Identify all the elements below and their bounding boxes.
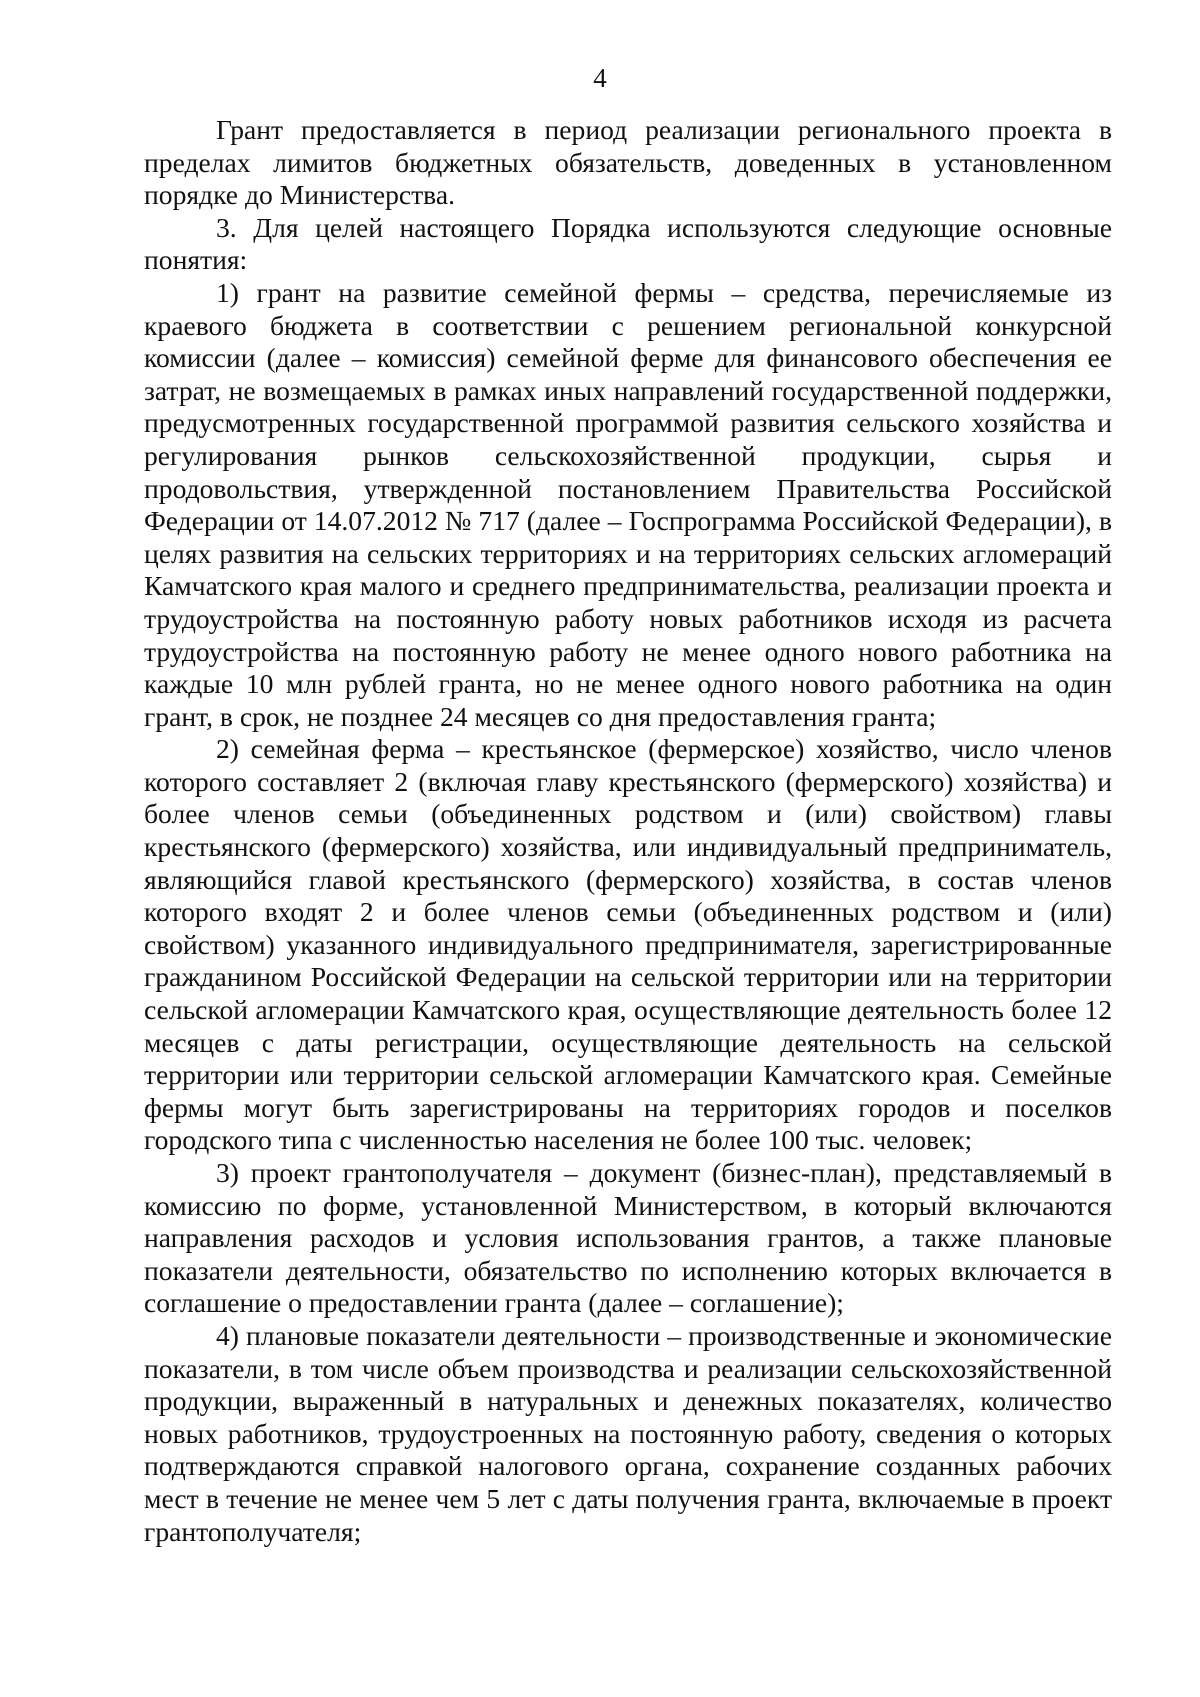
document-body: [144, 114, 1112, 1548]
paragraph-definition-family-farm: 2) семейная ферма – крестьянское (фермерское) хозяйство, число членов которого составляет 2 (включая главу крестьянского (фермерского) хозяйства) и более членов семьи (объединенных родством и (или) свойством) главы крестьянского (фермерского) хозяйства, или индивидуальный предприниматель, являющийся главой крестьянского (фермерского) хозяйства, в состав членов которого входят 2 и более членов семьи (объединенных родством и (или) свойством) указанного индивидуального предпринимателя, зарегистрированные гражданином Российской Федерации на сельской территории или на территории сельской агломерации Камчатского края, осуществляющие деятельность более 12 месяцев с даты регистрации, осуществляющие деятельность на сельской территории или территории сельской агломерации Камчатского края. Семейные фермы могут быть зарегистрированы на территориях городов и поселков городского типа с численностью населения не более 100 тыс. человек;: [144, 733, 1112, 1156]
paragraph-definitions-intro: 3. Для целей настоящего Порядка используются следующие основные понятия:: [144, 211, 1112, 276]
paragraph-definition-indicators: 4) плановые показатели деятельности – производственные и экономические показатели, в том числе объем производства и реализации сельскохозяйственной продукции, выраженный в натуральных и денежных показателях, количество новых работников, трудоустроенных на постоянную работу, сведения о которых подтверждаются справкой налогового органа, сохранение созданных рабочих мест в течение не менее чем 5 лет с даты получения гранта, включаемые в проект грантополучателя;: [144, 1319, 1112, 1547]
paragraph-definition-grant: 1) грант на развитие семейной фермы – средства, перечисляемые из краевого бюджета в соответствии с решением региональной конкурсной комиссии (далее – комиссия) семейной ферме для финансового обеспечения ее затрат, не возмещаемых в рамках иных направлений государственной поддержки, предусмотренных государственной программой развития сельского хозяйства и регулирования рынков сельскохозяйственной продукции, сырья и продовольствия, утвержденной постановлением Правительства Российской Федерации от 14.07.2012 № 717 (далее – Госпрограмма Российской Федерации), в целях развития на сельских территориях и на территориях сельских агломераций Камчатского края малого и среднего предпринимательства, реализации проекта и трудоустройства на постоянную работу новых работников исходя из расчета трудоустройства на постоянную работу не менее одного нового работника на каждые 10 млн рублей гранта, но не менее одного нового работника на один грант, в срок, не позднее 24 месяцев со дня предоставления гранта;: [144, 276, 1112, 732]
page-number: 4: [593, 63, 607, 93]
paragraph-definition-project: 3) проект грантополучателя – документ (бизнес-план), представляемый в комиссию по форме, установленной Министерством, в который включаются направления расходов и условия использования грантов, а также плановые показатели деятельности, обязательство по исполнению которых включается в соглашение о предоставлении гранта (далее – соглашение);: [144, 1157, 1112, 1319]
paragraph-grant-period: Грант предоставляется в период реализации регионального проекта в пределах лимитов бюджетных обязательств, доведенных в установленном порядке до Министерства.: [144, 114, 1112, 211]
